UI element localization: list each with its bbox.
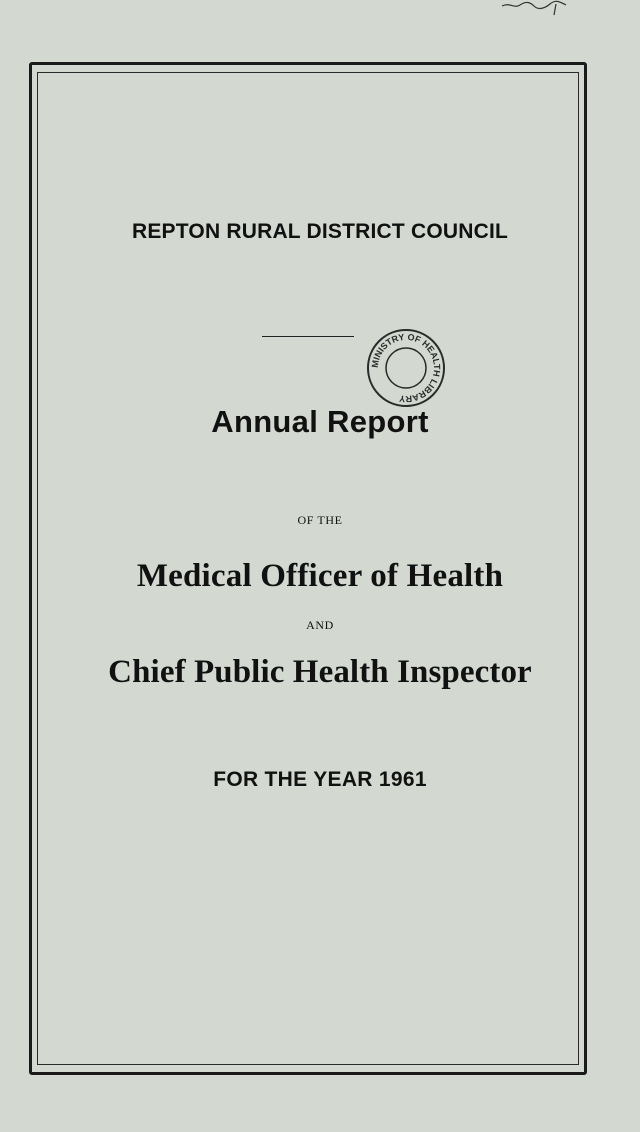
of-the-label: OF THE — [297, 513, 343, 527]
svg-text:MINISTRY OF HEALTH LIBRARY — [370, 332, 442, 404]
library-stamp-icon — [364, 324, 448, 414]
and-label: AND — [306, 618, 334, 632]
report-year: FOR THE YEAR 1961 — [213, 768, 427, 791]
annual-report-heading: Annual Report — [211, 404, 429, 439]
council-name: REPTON RURAL DISTRICT COUNCIL — [131, 220, 509, 243]
medical-officer-heading: Medical Officer of Health — [136, 558, 504, 594]
stamp-text: MINISTRY OF HEALTH LIBRARY — [369, 331, 443, 405]
chief-inspector-heading: Chief Public Health Inspector — [108, 654, 532, 690]
handwritten-annotation — [500, 0, 570, 16]
decorative-rule — [262, 336, 354, 337]
